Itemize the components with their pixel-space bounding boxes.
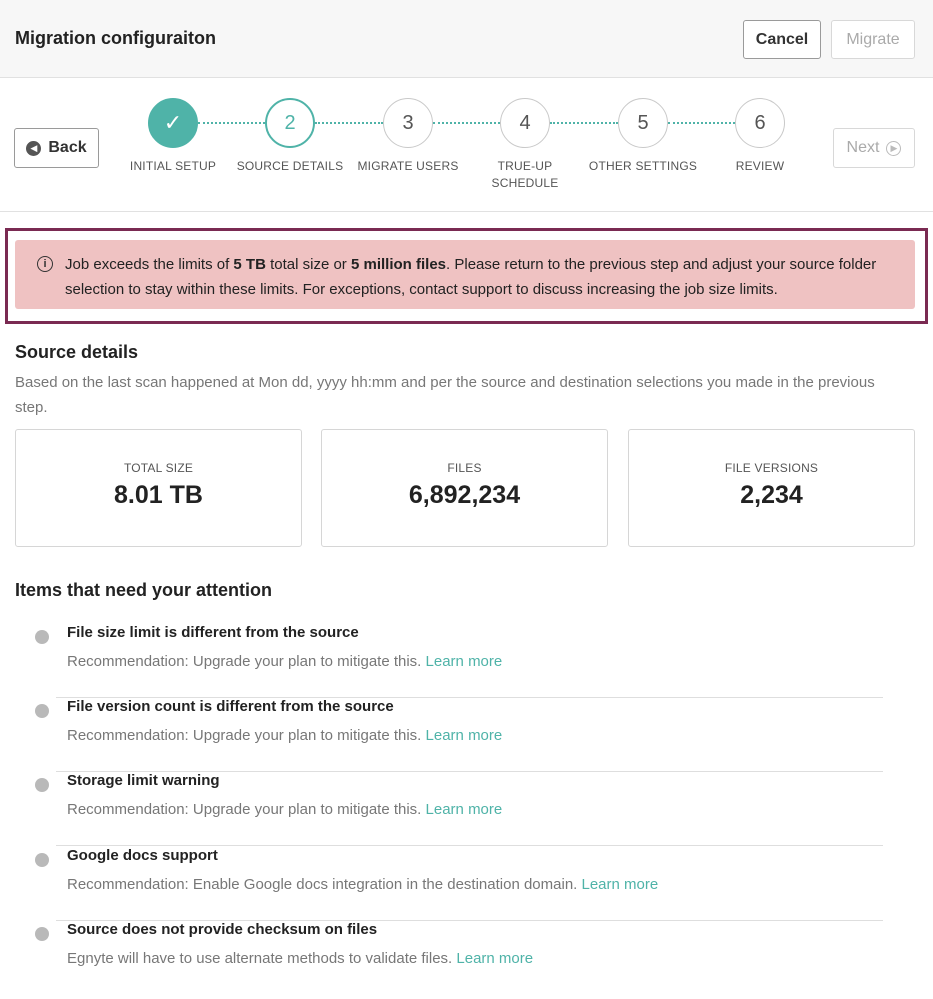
next-label: Next [846, 139, 880, 156]
alert-size-limit: 5 TB [233, 256, 266, 273]
step-number: 4 [500, 98, 550, 148]
page-title: Migration configuraiton [15, 28, 216, 48]
step-source-details[interactable] [235, 98, 345, 175]
stat-value: 6,892,234 [408, 481, 521, 509]
step-other-settings[interactable] [588, 98, 698, 175]
bullet-icon [35, 927, 49, 941]
recommendation-text: Recommendation: Upgrade your plan to mitigate this. [67, 801, 426, 818]
learn-more-link[interactable]: Learn more [425, 653, 503, 670]
learn-more-link[interactable]: Learn more [425, 727, 503, 744]
attention-item-recommendation [67, 876, 658, 893]
step-label: INITIAL SETUP [129, 159, 217, 173]
step-review[interactable] [705, 98, 815, 175]
list-item [35, 623, 883, 698]
step-label: OTHER SETTINGS [588, 159, 698, 173]
step-label: TRUE-UP SCHEDULE [491, 159, 559, 190]
learn-more-link[interactable]: Learn more [456, 950, 534, 967]
alert-text: total size or [265, 256, 351, 273]
list-item [35, 920, 883, 995]
attention-title: Items that need your attention [15, 580, 273, 600]
attention-item-recommendation [67, 950, 533, 967]
stat-value: 8.01 TB [114, 481, 203, 509]
stat-card-file-versions [628, 429, 915, 547]
step-initial-setup[interactable] [118, 98, 228, 175]
attention-item-recommendation [67, 653, 502, 670]
attention-item-title: Storage limit warning [67, 772, 220, 789]
alert-text: . Please return to the previous step and adjust your source folder selection to stay within these limits. For exceptions, contact support to discuss increasing the job size limits. [65, 256, 877, 298]
page-header [0, 0, 933, 78]
step-label: MIGRATE USERS [357, 159, 459, 173]
alert-files-limit: 5 million files [350, 256, 447, 273]
migrate-button[interactable]: Migrate [831, 20, 915, 59]
step-number: 5 [618, 98, 668, 148]
step-label: SOURCE DETAILS [236, 159, 344, 173]
chevron-right-icon: ▶ [886, 141, 901, 156]
back-label: Back [48, 139, 87, 156]
stat-label: FILE VERSIONS [724, 461, 819, 475]
stat-label: TOTAL SIZE [123, 461, 194, 475]
stat-card-files [321, 429, 608, 547]
step-label: REVIEW [735, 159, 785, 173]
stat-card-total-size [15, 429, 302, 547]
list-item [35, 846, 883, 921]
attention-item-title: Google docs support [67, 847, 218, 864]
source-details-title: Source details [15, 342, 139, 362]
bullet-icon [35, 853, 49, 867]
recommendation-text: Recommendation: Upgrade your plan to mitigate this. [67, 727, 426, 744]
attention-item-title: Source does not provide checksum on files [67, 921, 378, 938]
checkmark-icon: ✓ [148, 98, 198, 148]
bullet-icon [35, 704, 49, 718]
step-migrate-users[interactable] [353, 98, 463, 175]
step-number: 3 [383, 98, 433, 148]
recommendation-text: Recommendation: Enable Google docs integration in the destination domain. [67, 876, 582, 893]
back-button[interactable] [14, 128, 99, 168]
step-number: 2 [265, 98, 315, 148]
recommendation-text: Egnyte will have to use alternate methods to validate files. [67, 950, 457, 967]
recommendation-text: Recommendation: Upgrade your plan to mitigate this. [67, 653, 426, 670]
attention-item-recommendation [67, 801, 502, 818]
chevron-left-icon: ◀ [26, 141, 41, 156]
next-button[interactable] [833, 128, 915, 168]
learn-more-link[interactable]: Learn more [425, 801, 503, 818]
stepper-bar [0, 78, 933, 212]
bullet-icon [35, 778, 49, 792]
attention-item-recommendation [67, 727, 502, 744]
step-number: 6 [735, 98, 785, 148]
stat-value: 2,234 [740, 481, 803, 509]
alert-text: Job exceeds the limits of [65, 256, 234, 273]
attention-item-title: File version count is different from the source [67, 698, 394, 715]
job-limit-alert [15, 240, 915, 309]
stat-label: FILES [447, 461, 482, 475]
info-icon: i [37, 256, 53, 272]
bullet-icon [35, 630, 49, 644]
step-true-up-schedule[interactable] [470, 98, 580, 192]
cancel-button[interactable]: Cancel [743, 20, 821, 59]
source-details-description: Based on the last scan happened at Mon dd, yyyy hh:mm and per the source and destination selections you made in the previous step. [15, 374, 875, 416]
learn-more-link[interactable]: Learn more [581, 876, 659, 893]
list-item [35, 697, 883, 772]
attention-item-title: File size limit is different from the source [67, 624, 359, 641]
list-item [35, 771, 883, 846]
